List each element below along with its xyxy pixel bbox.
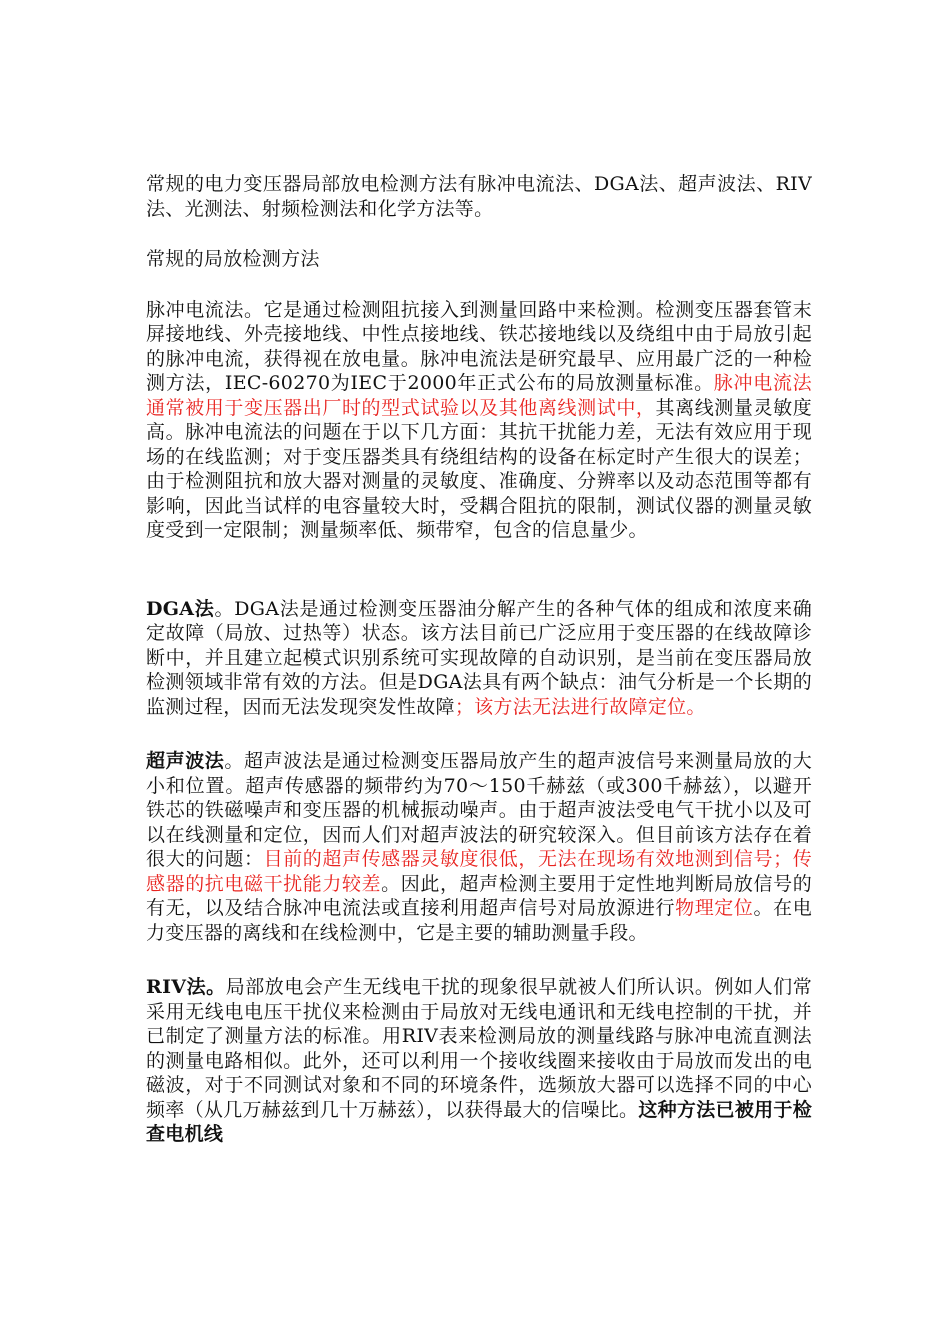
spacer: [146, 945, 812, 975]
ultrasonic-text-1: 。超声波法是通过检测变压器局放产生的超声波信号来测量局放的大小和位置。超声传感器的频带约为70～150千赫兹（或300千赫兹），以避开铁芯的铁磁噪声和变压器的机械振动噪声。由于超声波法受电气干扰小以及可以在线测量和定位，因而人们对超声波法的研究较深入。但目前该方法存在着很大的问题：: [146, 750, 812, 870]
riv-text-1: 局部放电会产生无线电干扰的现象很早就被人们所认识。例如人们常采用无线电电压干扰仪来检测由于局放对无线电通讯和无线电控制的干扰，并已制定了测量方法的标准。用RIV表来检测局放的测量线路与脉冲电流直测法的测量电路相似。此外，还可以利用一个接收线圈来接收由于局放而发出的电磁波，对于不同测试对象和不同的环境条件，选频放大器可以选择不同的中心频率（从几万赫兹到几十万赫兹），以获得最大的信噪比。: [146, 976, 812, 1121]
spacer: [146, 719, 812, 749]
dga-highlight: ；该方法无法进行故障定位。: [454, 695, 706, 718]
riv-paragraph: [146, 975, 812, 1147]
spacer: [146, 221, 812, 247]
document-page: [146, 172, 812, 1147]
dga-heading: DGA法: [146, 597, 215, 620]
ultrasonic-highlight-2: 物理定位: [675, 897, 754, 919]
intro-paragraph: 常规的电力变压器局部放电检测方法有脉冲电流法、DGA法、超声波法、RIV法、光测法、射频检测法和化学方法等。: [146, 173, 812, 220]
ultrasonic-text-2: 。因此，超声检测主要用于定性地判断局放信号的有无，以及结合脉冲电流法或直接利用超声信号对局放源进行: [146, 872, 812, 919]
dga-text-1: 。DGA法是通过检测变压器油分解产生的各种气体的组成和浓度来确定故障（局放、过热等）状态。该方法目前已广泛应用于变压器的在线故障诊断中，并且建立起模式识别系统可实现故障的自动识别，是当前在变压器局放检测领域非常有效的方法。但是DGA法具有两个缺点：油气分析是一个长期的监测过程，因而无法发现突发性故障: [146, 597, 812, 718]
ultrasonic-highlight-1: 目前的超声传感器灵敏度很低，无法在现场有效地测到信号；传感器的抗电磁干扰能力较差: [146, 848, 812, 895]
dga-paragraph: [146, 597, 812, 720]
pulse-text-2: 其离线测量灵敏度高。脉冲电流法的问题在于以下几方面：其抗干扰能力差，无法有效应用于现场的在线监测；对于变压器类具有绕组结构的设备在标定时产生很大的误差；由于检测阻抗和放大器对测量的灵敏度、准确度、分辨率以及动态范围等都有影响，因此当试样的电容量较大时，受耦合阻抗的限制，测试仪器的测量灵敏度受到一定限制；测量频率低、频带窄，包含的信息量少。: [146, 396, 812, 541]
spacer: [146, 272, 812, 298]
ultrasonic-paragraph: [146, 749, 812, 945]
riv-bold-text: 这种方法已被用于检查电机线: [146, 1098, 813, 1145]
section-title: 常规的局放检测方法: [146, 248, 320, 270]
pulse-current-paragraph: [146, 298, 812, 543]
ultrasonic-text-3: 。在电力变压器的离线和在线检测中，它是主要的辅助测量手段。: [146, 897, 812, 944]
ultrasonic-heading: 超声波法: [146, 750, 225, 772]
pulse-highlight: 脉冲电流法通常被用于变压器出厂时的型式试验以及其他离线测试中，: [146, 372, 812, 419]
pulse-text-1: 脉冲电流法。它是通过检测阻抗接入到测量回路中来检测。检测变压器套管末屏接地线、外壳接地线、中性点接地线、铁芯接地线以及绕组中由于局放引起的脉冲电流，获得视在放电量。脉冲电流法是研究最早、应用最广泛的一种检测方法，IEC-60270为IEC于2000年正式公布的局放测量标准。: [146, 298, 812, 394]
riv-heading: RIV法。: [146, 976, 226, 998]
spacer: [146, 543, 812, 597]
